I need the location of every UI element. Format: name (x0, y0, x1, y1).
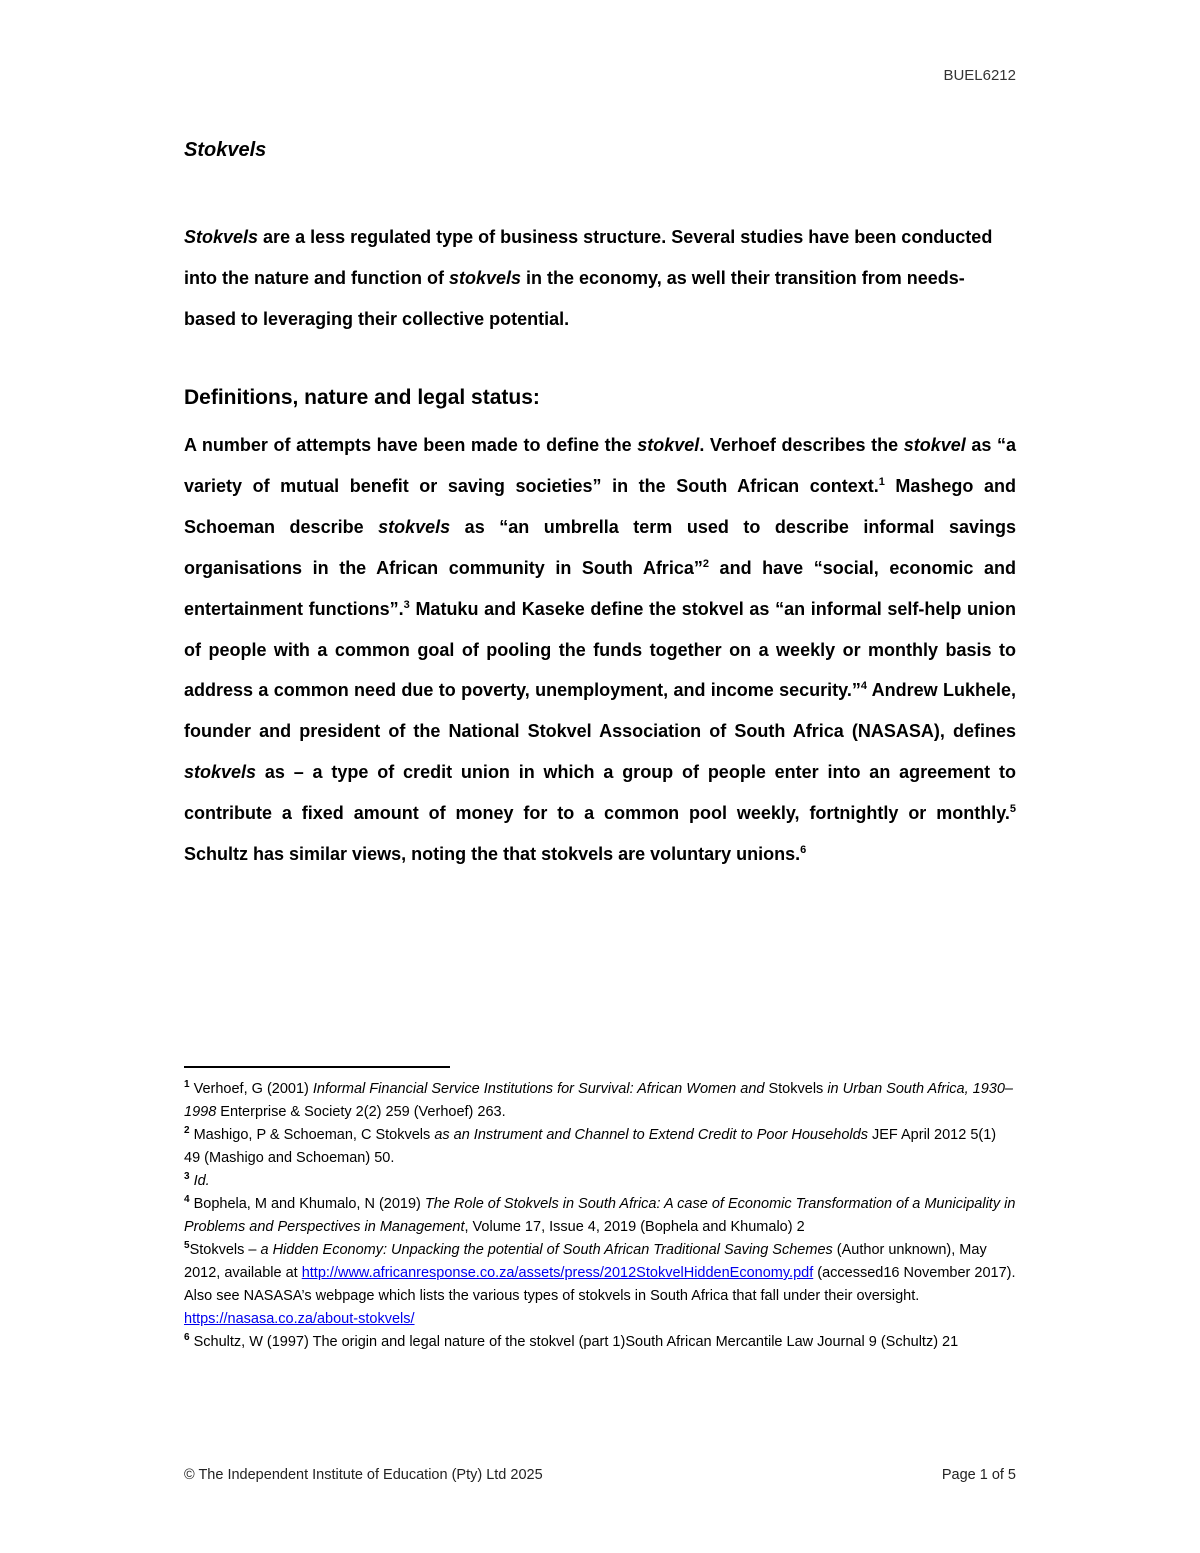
copyright-footer: © The Independent Institute of Education (Pty) Ltd 2025 (184, 1467, 543, 1483)
footnote-italic: in Urban South Africa, 1930–1998 (184, 1081, 1013, 1120)
footnote-separator (184, 1066, 450, 1068)
footnote-number: 4 (184, 1194, 190, 1206)
footnote-ref-1[interactable]: 1 (878, 475, 885, 488)
body-text: as “an umbrella term used to describe informal savings organisations in the African community in South Africa” (184, 516, 1016, 578)
footnote-2 (184, 1124, 1016, 1170)
footnote-ref-5[interactable]: 5 (1009, 803, 1016, 816)
body-text: Andrew Lukhele, founder and president of the National Stokvel Association of South Africa (NASASA), defines (184, 680, 1016, 742)
intro-text: in the economy, as well their transition from needs-based to leveraging their collective potential. (184, 268, 965, 329)
footnote-text: Mashigo, P & Schoeman, C Stokvels (189, 1127, 435, 1143)
footnote-italic: as an Instrument and Channel to Extend Credit to Poor Households (434, 1127, 868, 1143)
italic-term: stokvel (637, 435, 700, 455)
footnote-text: Verhoef, G (2001) (189, 1081, 313, 1097)
africanresponse-link[interactable]: http://www.africanresponse.co.za/assets/press/2012StokvelHiddenEconomy.pdf (301, 1265, 814, 1281)
footnote-text: Bophela, M and Khumalo, N (2019) (189, 1196, 425, 1212)
intro-italic-term: stokvels (448, 268, 522, 288)
footnote-ref-6[interactable]: 6 (800, 844, 807, 857)
italic-term: stokvels (184, 762, 257, 783)
footnote-number: 3 (184, 1171, 190, 1183)
footnote-ref-3[interactable]: 3 (403, 598, 410, 611)
body-text: as “a variety of mutual benefit or saving societies” in the South African context. (184, 435, 1016, 496)
footnote-italic: Id. (189, 1173, 210, 1189)
footnote-text: Stokvels – (189, 1242, 261, 1258)
section-heading: Definitions, nature and legal status: (184, 386, 540, 409)
italic-term: stokvel (903, 435, 966, 455)
footnote-3 (184, 1170, 1016, 1193)
intro-italic-term: Stokvels (184, 227, 259, 247)
body-text: Matuku and Kaseke define the stokvel as “an informal self-help union of people with a common goal of pooling the funds together on a weekly or monthly basis to address a common need due to poverty, unemployment, and income security.” (184, 598, 1017, 701)
footnote-text: JEF April 2012 5(1) 49 (Mashigo and Schoeman) 50. (184, 1127, 997, 1166)
footnote-text: (accessed16 November 2017). Also see NASASA’s webpage which lists the various types of stokvels in South Africa that fall under their oversight. (184, 1265, 1016, 1304)
page-number: Page 1 of 5 (941, 1467, 1016, 1483)
footnote-number: 2 (184, 1125, 190, 1137)
body-text: Schultz has similar views, noting the that stokvels are voluntary unions. (184, 844, 801, 865)
body-text: and have “social, economic and entertainment functions”. (184, 557, 1016, 619)
footnote-number: 6 (184, 1332, 190, 1344)
footnote-ref-4[interactable]: 4 (860, 680, 867, 693)
footnote-text: Schultz, W (1997) The origin and legal nature of the stokvel (part 1)South African Mercantile Law Journal 9 (Schultz) 21 (189, 1334, 959, 1350)
italic-term: stokvels (378, 516, 451, 537)
footnote-text: (Author unknown), May 2012, available at (184, 1242, 987, 1281)
footnote-4 (184, 1193, 1016, 1239)
course-code: BUEL6212 (943, 67, 1016, 84)
footnote-number: 5 (184, 1240, 190, 1252)
body-text: A number of attempts have been made to define the (184, 435, 638, 455)
body-text: . Verhoef describes the (699, 435, 904, 455)
footnote-text: , Volume 17, Issue 4, 2019 (Bophela and Khumalo) 2 (464, 1219, 805, 1235)
intro-text: are a less regulated type of business structure. Several studies have been conducted into the nature and function of (184, 227, 993, 288)
footnote-text: Stokvels (768, 1081, 824, 1097)
footnote-italic: The Role of Stokvels in South Africa: A case of Economic Transformation of a Municipality in Problems and Perspectives in Management (184, 1196, 1016, 1235)
footnote-text: Enterprise & Society 2(2) 259 (Verhoef) 263. (216, 1104, 506, 1120)
footnote-number: 1 (184, 1079, 190, 1091)
footnote-ref-2[interactable]: 2 (702, 557, 709, 570)
nasasa-link[interactable]: https://nasasa.co.za/about-stokvels/ (184, 1311, 415, 1327)
footnote-1 (184, 1078, 1016, 1124)
definitions-paragraph (184, 425, 1016, 875)
footnote-italic: a Hidden Economy: Unpacking the potential of South African Traditional Saving Schemes (260, 1242, 833, 1258)
body-text: as – a type of credit union in which a group of people enter into an agreement to contribute a fixed amount of money for to a common pool weekly, fortnightly or monthly. (184, 762, 1016, 824)
footnotes-section (184, 1078, 1016, 1354)
footnote-italic: Informal Financial Service Institutions for Survival: African Women and (312, 1081, 769, 1097)
body-text: Mashego and Schoeman describe (184, 475, 1016, 537)
footnote-5 (184, 1239, 1016, 1331)
intro-paragraph (184, 217, 1016, 340)
document-title: Stokvels (184, 139, 267, 161)
footnote-6 (184, 1331, 1016, 1354)
